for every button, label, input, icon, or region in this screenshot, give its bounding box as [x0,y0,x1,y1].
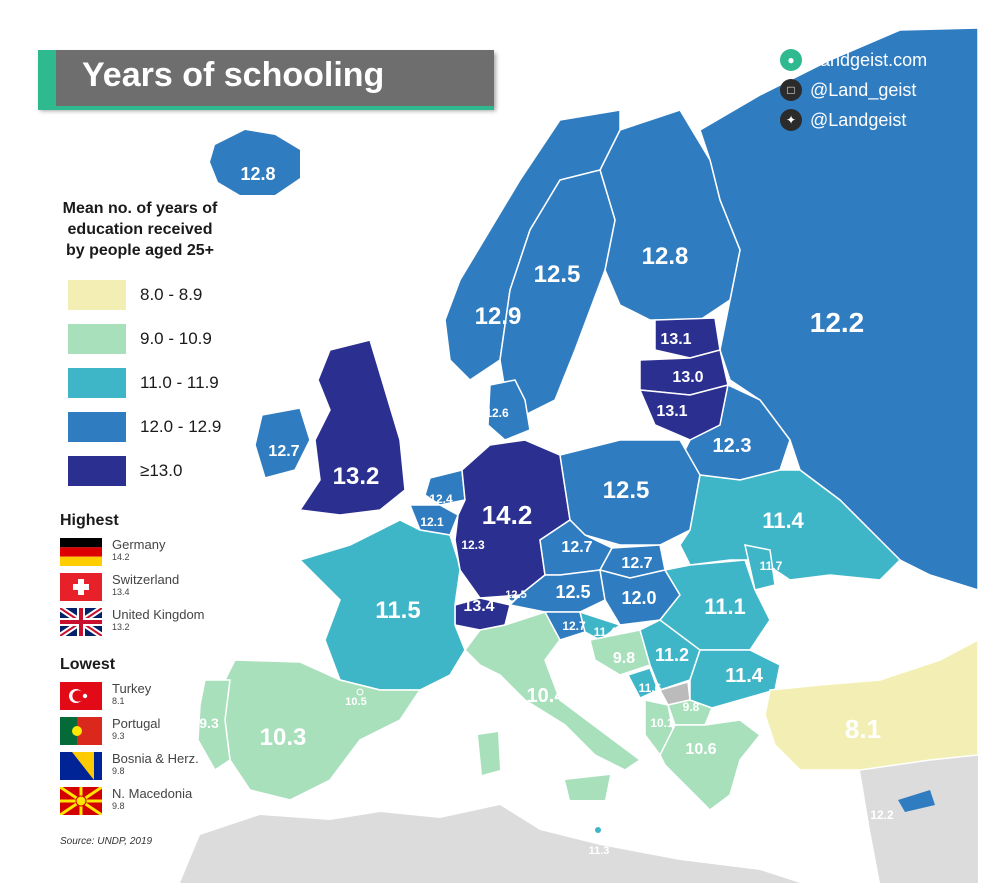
label-estonia: 13.1 [660,331,692,348]
label-ireland: 12.7 [268,443,300,460]
legend-swatch [68,368,126,398]
label-switzerland: 13.4 [463,598,495,615]
legend-swatch [68,280,126,310]
label-sweden: 12.5 [533,261,581,288]
legend-label: ≥13.0 [140,461,183,480]
legend-item [40,405,240,449]
sardinia-region [478,732,500,775]
rank-country: United Kingdom [112,607,205,622]
rank-country: Turkey [112,681,152,696]
label-denmark: 12.6 [485,406,509,420]
label-norway: 12.9 [474,303,522,330]
label-bosnia: 9.8 [612,650,636,667]
highest-ranking [60,512,240,643]
rank-row [60,538,240,573]
turkey-flag-icon [60,682,102,710]
rank-value: 14.2 [112,552,130,562]
legend-label: 9.0 - 10.9 [140,329,212,348]
portugal-flag-icon [60,717,102,745]
rank-value: 13.4 [112,587,130,597]
legend-label: 12.0 - 12.9 [140,417,222,436]
label-belgium: 12.1 [420,515,444,529]
germany-flag-icon [60,538,102,566]
bosnia-flag-icon [60,752,102,780]
label-turkey: 8.1 [844,714,882,744]
title-accent-bar [38,50,56,108]
legend-swatch [68,456,126,486]
label-serbia: 11.2 [654,645,690,665]
rank-value: 9.8 [112,801,125,811]
switzerland-flag-icon [60,573,102,601]
rank-country: Portugal [112,716,161,731]
greece-region [660,720,760,810]
label-liechtenstein: 12.5 [505,589,527,601]
label-cyprus: 12.2 [870,808,894,822]
label-albania: 10.1 [650,716,674,730]
brand-twitter: @Landgeist [810,109,907,130]
sicily-region [565,775,610,800]
globe-icon: ● [780,49,802,71]
rank-row [60,608,240,643]
rank-value: 8.1 [112,696,125,706]
label-finland: 12.8 [641,243,689,270]
rank-row [60,573,240,608]
legend-swatch [68,412,126,442]
legend-item [40,361,240,405]
map-title: Years of schooling [82,56,385,94]
label-romania: 11.1 [704,594,746,619]
legend-title [40,198,240,261]
rank-country: N. Macedonia [112,786,193,801]
brand-twitter-row [780,106,927,134]
label-greece: 10.6 [685,741,717,758]
label-croatia: 11.4 [593,625,617,639]
turkey-region [765,640,978,770]
brand-instagram: @Land_geist [810,79,917,100]
rank-country: Germany [112,537,166,552]
rank-row [60,752,240,787]
brand-block [780,46,927,136]
label-poland: 12.5 [602,477,650,504]
label-malta: 11.3 [588,845,610,857]
rank-value: 9.8 [112,766,125,776]
rank-country: Switzerland [112,572,180,587]
rank-row [60,787,240,822]
label-spain: 10.3 [259,724,307,751]
twitter-icon: ✦ [780,109,802,131]
label-portugal: 9.3 [199,715,219,731]
united-kingdom-flag-icon [60,608,102,636]
label-belarus: 12.3 [712,435,752,457]
label-north-macedonia: 9.8 [682,700,700,714]
legend-title-line: Mean no. of years of [62,200,218,217]
label-russia: 12.2 [809,307,865,338]
label-hungary: 12.0 [621,588,657,608]
north-macedonia-flag-icon [60,787,102,815]
highest-heading: Highest [60,512,119,529]
legend-item [40,317,240,361]
label-slovakia: 12.7 [621,555,653,572]
instagram-icon: □ [780,79,802,101]
label-france: 11.5 [375,597,421,624]
label-andorra: 10.5 [345,696,367,708]
brand-website-row [780,46,927,74]
legend-title-line: education received [67,221,213,238]
label-luxembourg: 12.3 [461,538,485,552]
label-latvia: 13.0 [672,369,704,386]
label-germany: 14.2 [481,500,533,530]
lowest-ranking [60,656,240,822]
legend-label: 11.0 - 11.9 [140,373,219,392]
rank-value: 13.2 [112,622,130,632]
label-slovenia: 12.7 [562,619,586,633]
legend-title-line: by people aged 25+ [65,242,215,259]
rank-row [60,717,240,752]
malta-marker [595,827,601,833]
rank-value: 9.3 [112,731,125,741]
label-montenegro: 11.6 [638,681,662,695]
label-italy: 10.4 [526,685,566,707]
label-united-kingdom: 13.2 [332,463,380,490]
brand-instagram-row [780,76,927,104]
legend-item [40,273,240,317]
label-lithuania: 13.1 [656,403,688,420]
label-moldova: 11.7 [759,559,783,573]
rank-row [60,682,240,717]
label-bulgaria: 11.4 [725,665,763,687]
label-czechia: 12.7 [561,539,593,556]
map-legend [40,198,240,493]
title-underline [38,106,494,110]
label-austria: 12.5 [555,582,591,602]
legend-item [40,449,240,493]
source-note: Source: UNDP, 2019 [60,836,153,847]
legend-label: 8.0 - 8.9 [140,285,203,304]
north-africa-land [180,805,800,883]
lowest-heading: Lowest [60,656,116,673]
label-netherlands: 12.4 [429,492,453,506]
label-iceland: 12.8 [240,164,276,184]
label-ukraine: 11.4 [762,508,804,533]
brand-website: Landgeist.com [810,49,928,70]
iceland-region [210,130,300,195]
legend-swatch [68,324,126,354]
andorra-marker [357,689,363,695]
rank-country: Bosnia & Herz. [112,751,199,766]
